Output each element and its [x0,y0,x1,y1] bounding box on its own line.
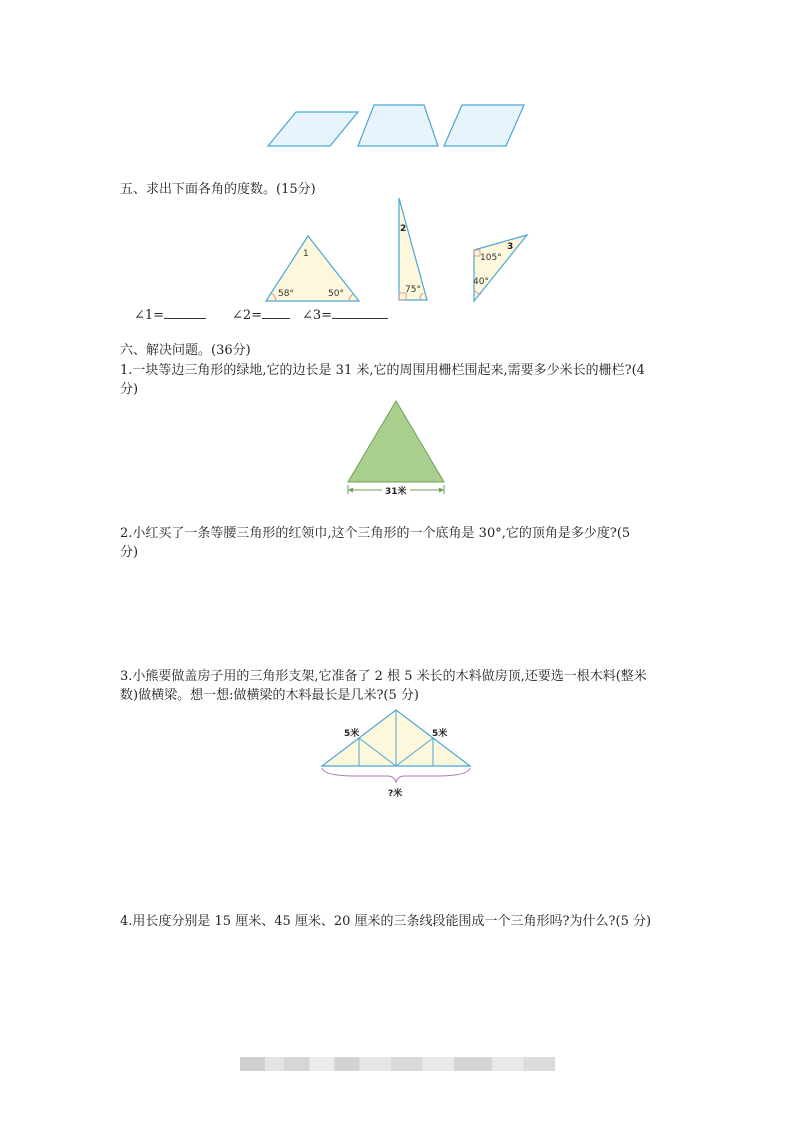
answer-blank-1[interactable] [164,304,206,319]
answer-blank-3[interactable] [332,304,388,319]
triangle-b [394,196,430,304]
triangle-c-angle-label: 3 [507,242,514,252]
q3-bottom-label: ?米 [388,789,403,799]
q1-text-line1: 1.一块等边三角形的绿地,它的边长是 31 米,它的周围用栅栏围起来,需要多少米长的栅栏?(4 [120,363,645,378]
triangle-a-angle-label: 1 [303,249,309,259]
q1-green-triangle-figure [342,398,450,500]
section5-heading: 五、求出下面各角的度数。(15分) [120,182,316,197]
triangle-a [264,232,362,304]
q1-text-line2: 分) [120,382,139,397]
triangle-a-right-angle: 50° [328,289,344,299]
q3-text-line2: 数)做横梁。想一想:做横梁的木料最长是几米?(5 分) [120,688,419,703]
trapezoid [358,105,438,146]
triangle-c [470,232,532,304]
q3-text-line1: 3.小熊要做盖房子用的三角形支架,它准备了 2 根 5 米长的木料做房顶,还要选一根木料(整米 [120,669,647,684]
q2-text-line1: 2.小红买了一条等腰三角形的红领巾,这个三角形的一个底角是 30°,它的顶角是多少度?(5 [120,526,631,541]
triangle-b-right-angle: 75° [405,285,421,295]
q1-side-length-label: 31米 [385,487,407,497]
q3-right-beam-label: 5米 [432,729,448,739]
answer-angle-2: ∠2= [232,304,290,326]
triangle-a-left-angle: 58° [278,289,294,299]
section6-heading: 六、解决问题。(36分) [120,343,251,358]
triangle-c-top-angle: 105° [480,253,502,263]
footer-watermark [240,1057,555,1071]
q3-roof-truss-figure [316,706,476,802]
triangle-c-left-angle: 40° [473,277,489,287]
triangle-b-angle-label: 2 [400,224,407,234]
q4-text-line1: 4.用长度分别是 15 厘米、45 厘米、20 厘米的三条线段能围成一个三角形吗?为什么?(5 分) [120,914,652,929]
parallelogram-2 [444,105,524,146]
q2-text-line2: 分) [120,545,139,560]
q3-left-beam-label: 5米 [344,729,360,739]
quadrilateral-shapes [266,102,528,150]
answer-angle-1: ∠1= [134,304,206,326]
parallelogram-1 [268,112,358,146]
answer-blank-2[interactable] [262,304,290,319]
answer-angle-3: ∠3= [302,304,388,326]
